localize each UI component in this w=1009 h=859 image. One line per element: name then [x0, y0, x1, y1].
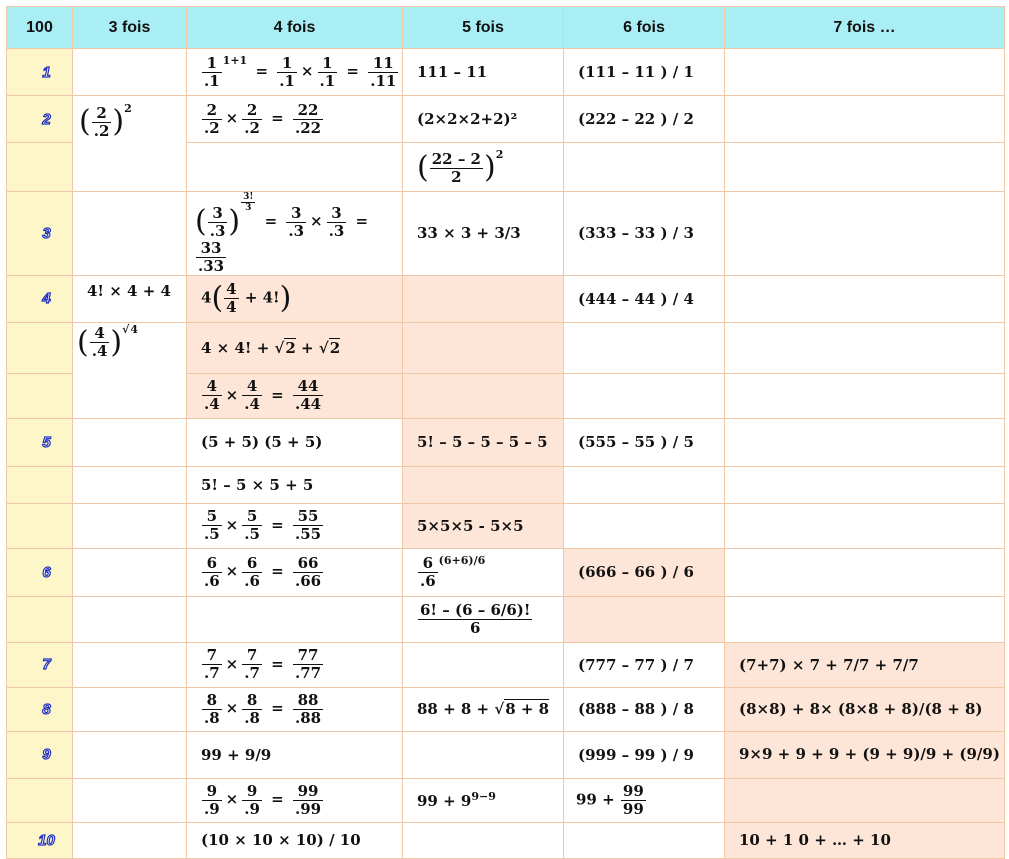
- cell-10-4fois: (10 × 10 × 10) / 10: [187, 822, 403, 858]
- cell-8-3fois: [73, 687, 187, 731]
- cell-9b-6fois: 99 + $\frac{99}{99}$: [564, 778, 725, 822]
- row-7: [7, 642, 1005, 687]
- cell-1-5fois: 111 – 11: [403, 49, 564, 96]
- row-number-7: 7: [7, 642, 73, 687]
- row-6b: [7, 596, 1005, 642]
- cell-5c-5fois: 5×5×5 - 5×5: [403, 503, 564, 548]
- cell-1-7fois: [725, 49, 1005, 96]
- row-10: [7, 822, 1005, 858]
- cell-4-3fois: 4! × 4 + 4: [73, 275, 187, 322]
- row-number-empty: [7, 466, 73, 503]
- cell-2b-5fois: ( $\frac{22 - 2}{2}$ )$^2$: [403, 143, 564, 192]
- row-4: [7, 275, 1005, 322]
- row-1: [7, 49, 1005, 96]
- cell-5c-7fois: [725, 503, 1005, 548]
- row-number-4: 4: [7, 275, 73, 322]
- cell-5b-7fois: [725, 466, 1005, 503]
- cell-10-6fois: [564, 822, 725, 858]
- cell-9-3fois: [73, 731, 187, 778]
- row-number-5: 5: [7, 418, 73, 466]
- header-corner: 100: [7, 7, 73, 49]
- row-4b: [7, 322, 1005, 373]
- cell-6-4fois: $\frac{6}{.6}$ × $\frac{6}{.6}$ = $\frac{66}{.66}$: [187, 548, 403, 596]
- header-5-fois: 5 fois: [403, 7, 564, 49]
- frac: $\frac{1}{.1}$: [204, 53, 220, 90]
- cell-10-5fois: [403, 822, 564, 858]
- cell-6-7fois: [725, 548, 1005, 596]
- cell-10-7fois: 10 + 1 0 + … + 10: [725, 822, 1005, 858]
- cell-1-3fois: [73, 49, 187, 96]
- row-number-10: 10: [7, 822, 73, 858]
- row-8: [7, 687, 1005, 731]
- cell-1-6fois: (111 – 11 ) / 1: [564, 49, 725, 96]
- cell-4-7fois: [725, 275, 1005, 322]
- cell-5-4fois: (5 + 5) (5 + 5): [187, 418, 403, 466]
- cell-4-4fois: 4( $\frac{4}{4}$ + 4!): [187, 275, 403, 322]
- cell-7-4fois: $\frac{7}{.7}$ × $\frac{7}{.7}$ = $\frac{77}{.77}$: [187, 642, 403, 687]
- cell-9b-3fois: [73, 778, 187, 822]
- cell-2-7fois: [725, 96, 1005, 143]
- cell-9b-5fois: $99 + 9^{9-9}$: [403, 778, 564, 822]
- row-9: [7, 731, 1005, 778]
- cell-2b-4fois: [187, 143, 403, 192]
- cell-6-5fois: $\frac{6}{.6}$ $^{(6+6)/6}$: [403, 548, 564, 596]
- cell-6b-6fois: [564, 596, 725, 642]
- cell-4c-5fois: [403, 373, 564, 418]
- cell-5c-4fois: $\frac{5}{.5}$ × $\frac{5}{.5}$ = $\frac{55}{.55}$: [187, 503, 403, 548]
- cell-4c-6fois: [564, 373, 725, 418]
- cell-6b-3fois: [73, 596, 187, 642]
- cell-3-6fois: (333 – 33 ) / 3: [564, 192, 725, 276]
- cell-8-5fois: 88 + 8 + √8 + 8: [403, 687, 564, 731]
- cell-7-6fois: (777 – 77 ) / 7: [564, 642, 725, 687]
- row-number-empty: [7, 322, 73, 373]
- row-number-1: 1: [7, 49, 73, 96]
- cell-5-3fois: [73, 418, 187, 466]
- cell-9b-4fois: $\frac{9}{.9}$ × $\frac{9}{.9}$ = $\frac{99}{.99}$: [187, 778, 403, 822]
- cell-8-7fois: (8×8) + 8× (8×8 + 8)/(8 + 8): [725, 687, 1005, 731]
- cell-8-6fois: (888 – 88 ) / 8: [564, 687, 725, 731]
- header-7-fois: 7 fois …: [725, 7, 1005, 49]
- cell-2-6fois: (222 – 22 ) / 2: [564, 96, 725, 143]
- row-number-empty: [7, 503, 73, 548]
- cell-6b-4fois: [187, 596, 403, 642]
- cell-3-7fois: [725, 192, 1005, 276]
- row-9b: [7, 778, 1005, 822]
- cell-5b-5fois: [403, 466, 564, 503]
- cell-3-4fois: ( $\frac{3}{.3}$ ) $\frac{3!}{3}$ = $\frac{3}{.3}$ × $\frac{3}{.3}$ = $\frac{33}{.33}$: [187, 192, 403, 276]
- row-number-8: 8: [7, 687, 73, 731]
- cell-4b-3fois: ( $\frac{4}{.4}$ )$^{√4}$: [73, 322, 187, 418]
- row-number-3: 3: [7, 192, 73, 276]
- cell-3-5fois: 33 × 3 + 3/3: [403, 192, 564, 276]
- cell-4b-4fois: 4 × 4! + √2 + √2: [187, 322, 403, 373]
- cell-3-3fois: [73, 192, 187, 276]
- cell-4c-4fois: $\frac{4}{.4}$ × $\frac{4}{.4}$ = $\frac{44}{.44}$: [187, 373, 403, 418]
- row-5: [7, 418, 1005, 466]
- row-5c: [7, 503, 1005, 548]
- cell-5b-6fois: [564, 466, 725, 503]
- header-row: [7, 7, 1005, 49]
- cell-2-3fois: ( $\frac{2}{.2}$ )$^2$: [73, 96, 187, 192]
- cell-6b-5fois: $\frac{6! - (6 - 6/6)!}{6}$: [403, 596, 564, 642]
- cell-4b-6fois: [564, 322, 725, 373]
- row-2: [7, 96, 1005, 143]
- cell-5-7fois: [725, 418, 1005, 466]
- cell-4b-7fois: [725, 322, 1005, 373]
- header-6-fois: 6 fois: [564, 7, 725, 49]
- cell-5-5fois: 5! – 5 – 5 – 5 – 5: [403, 418, 564, 466]
- row-number-empty: [7, 373, 73, 418]
- cell-2b-7fois: [725, 143, 1005, 192]
- cell-7-5fois: [403, 642, 564, 687]
- cell-2-4fois: $\frac{2}{.2}$ × $\frac{2}{.2}$ = $\frac{22}{.22}$: [187, 96, 403, 143]
- cell-4-5fois: [403, 275, 564, 322]
- cell-2b-6fois: [564, 143, 725, 192]
- cell-6b-7fois: [725, 596, 1005, 642]
- row-number-empty: [7, 143, 73, 192]
- cell-8-4fois: $\frac{8}{.8}$ × $\frac{8}{.8}$ = $\frac{88}{.88}$: [187, 687, 403, 731]
- row-5b: [7, 466, 1005, 503]
- row-6: [7, 548, 1005, 596]
- cell-4-6fois: (444 – 44 ) / 4: [564, 275, 725, 322]
- cell-6-6fois: (666 – 66 ) / 6: [564, 548, 725, 596]
- cell-5b-4fois: 5! – 5 × 5 + 5: [187, 466, 403, 503]
- cell-5c-3fois: [73, 503, 187, 548]
- header-4-fois: 4 fois: [187, 7, 403, 49]
- row-number-2: 2: [7, 96, 73, 143]
- row-number-empty: [7, 778, 73, 822]
- cell-5c-6fois: [564, 503, 725, 548]
- cell-6-3fois: [73, 548, 187, 596]
- cell-9b-7fois: [725, 778, 1005, 822]
- row-number-empty: [7, 596, 73, 642]
- cell-9-4fois: 99 + 9/9: [187, 731, 403, 778]
- cell-4c-7fois: [725, 373, 1005, 418]
- row-3: [7, 192, 1005, 276]
- cell-5b-3fois: [73, 466, 187, 503]
- cell-5-6fois: (555 – 55 ) / 5: [564, 418, 725, 466]
- formula-table: [6, 6, 1005, 859]
- cell-9-7fois: 9×9 + 9 + 9 + (9 + 9)/9 + (9/9): [725, 731, 1005, 778]
- header-3-fois: 3 fois: [73, 7, 187, 49]
- cell-9-5fois: [403, 731, 564, 778]
- cell-1-4fois: $\frac{1}{.1}$ $^{1+1}$ = $\frac{1}{.1}$ × $\frac{1}{.1}$ = $\frac{11}{.11}$: [187, 49, 403, 96]
- cell-10-3fois: [73, 822, 187, 858]
- row-number-9: 9: [7, 731, 73, 778]
- cell-4b-5fois: [403, 322, 564, 373]
- row-number-6: 6: [7, 548, 73, 596]
- cell-7-7fois: (7+7) × 7 + 7/7 + 7/7: [725, 642, 1005, 687]
- cell-2-5fois: (2×2×2+2)²: [403, 96, 564, 143]
- cell-9-6fois: (999 – 99 ) / 9: [564, 731, 725, 778]
- cell-7-3fois: [73, 642, 187, 687]
